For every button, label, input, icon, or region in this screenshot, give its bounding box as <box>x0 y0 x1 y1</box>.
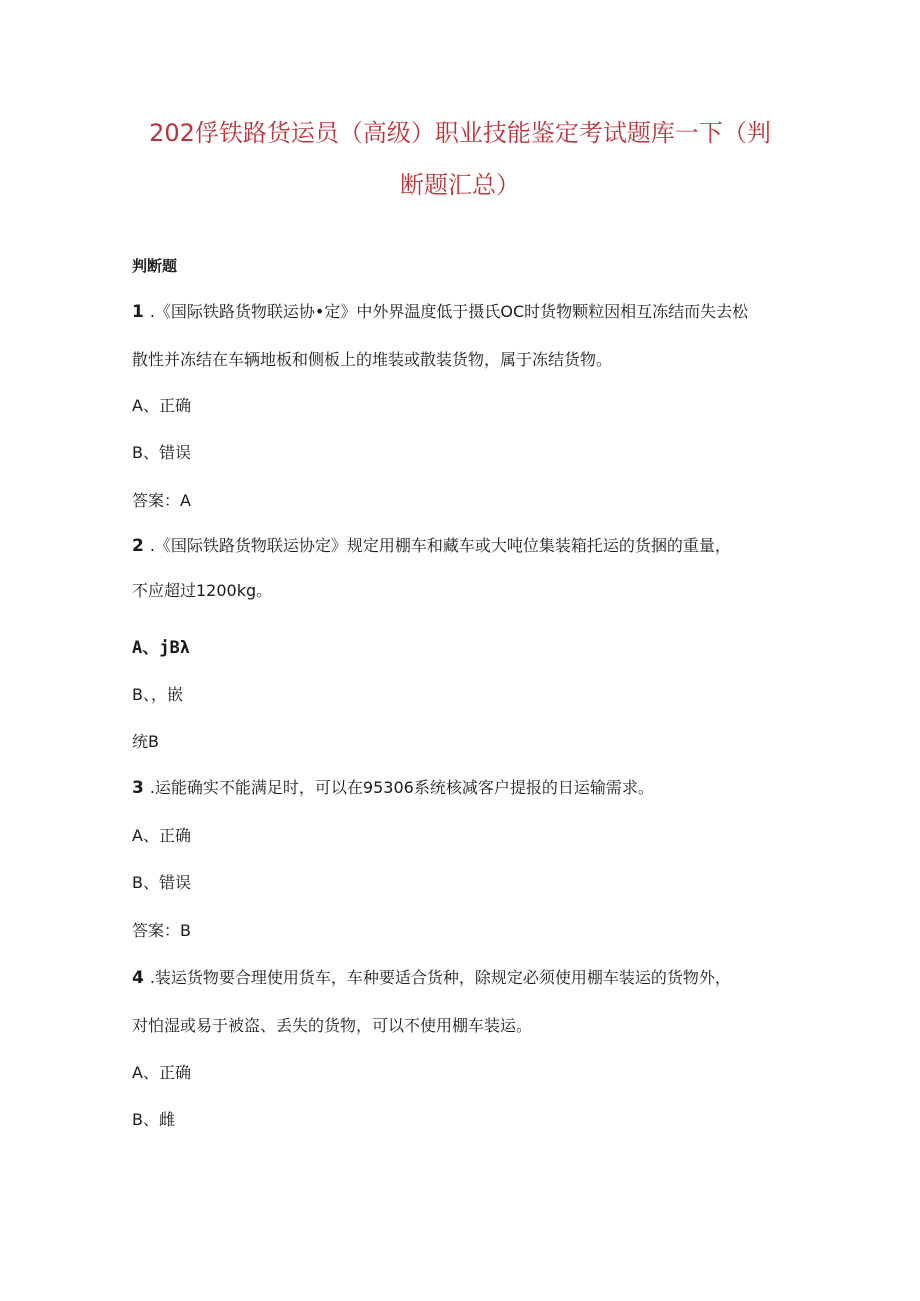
question-3-option-a: A、正确 <box>132 826 191 845</box>
question-1-option-b: B、错误 <box>132 443 191 462</box>
question-2-text-2: 不应超过1200kg。 <box>132 581 273 600</box>
question-4-number: 4 <box>132 968 144 988</box>
question-4-line-1 <box>132 967 731 989</box>
question-1-text-2: 散性并冻结在车辆地板和侧板上的堆装或散装货物，属于冻结货物。 <box>132 350 613 369</box>
question-4-text-2: 对怕湿或易于被盗、丢失的货物，可以不使用棚车装运。 <box>132 1016 533 1035</box>
question-2-text-1: .《国际铁路货物联运协定》规定用棚车和藏车或大吨位集装箱托运的货捆的重量， <box>149 536 731 555</box>
question-2-answer: 统B <box>132 732 159 751</box>
document-title-line-1: 202俘铁路货运员（高级）职业技能鉴定考试题库一下（判 <box>149 119 771 147</box>
question-3-line-1 <box>132 777 654 799</box>
question-4-option-a: A、正确 <box>132 1063 191 1082</box>
document-title-line-2: 断题汇总） <box>400 171 520 199</box>
question-3-answer: 答案：B <box>132 921 191 940</box>
question-3-text-1: .运能确实不能满足时，可以在95306系统核减客户提报的日运输需求。 <box>149 778 654 797</box>
question-2-option-a: A、jBλ <box>132 638 190 658</box>
question-4-option-b: B、雌 <box>132 1110 175 1129</box>
question-1-option-a: A、正确 <box>132 396 191 415</box>
question-3-number: 3 <box>132 778 144 798</box>
question-3-option-b: B、错误 <box>132 873 191 892</box>
question-2-number: 2 <box>132 536 144 556</box>
question-1-text-1: .《国际铁路货物联运协•定》中外界温度低于摄氏OC时货物颗粒因相互冻结而失去松 <box>149 302 749 321</box>
question-2-option-b: B、，嵌 <box>132 685 183 704</box>
question-1-line-1 <box>132 301 748 323</box>
question-1-answer: 答案：A <box>132 491 191 510</box>
section-heading: 判断题 <box>132 257 178 275</box>
question-1-number: 1 <box>132 302 144 322</box>
question-2-line-1 <box>132 535 731 557</box>
question-4-text-1: .装运货物要合理使用货车，车种要适合货种，除规定必须使用棚车装运的货物外， <box>149 968 731 987</box>
